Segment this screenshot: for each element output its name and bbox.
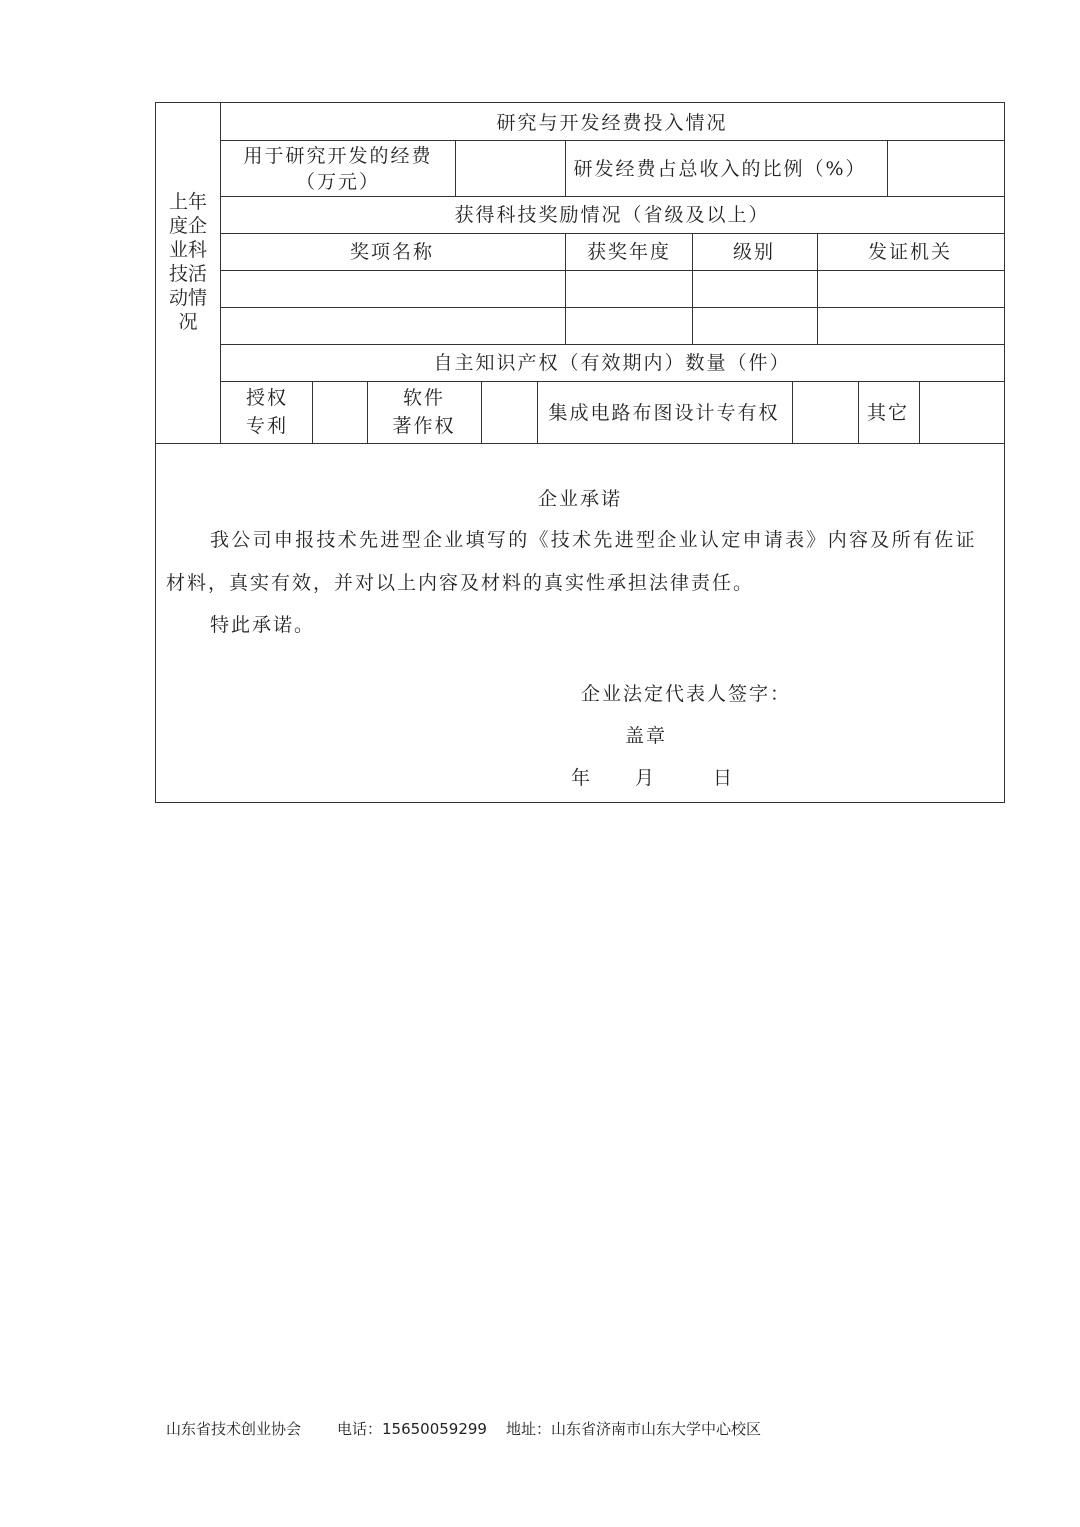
ip-section-title: 自主知识产权（有效期内）数量（件） (433, 352, 791, 374)
vline (692, 233, 693, 344)
hline (220, 307, 1005, 308)
date-day-label: 日 (713, 767, 735, 789)
frame-left (155, 102, 156, 803)
award-row-1-name[interactable] (222, 272, 564, 306)
seal-label: 盖章 (625, 725, 668, 747)
pledge-line-2: 材料，真实有效，并对以上内容及材料的真实性承担法律责任。 (166, 572, 755, 594)
ip-patent-label-line1: 授权 (245, 387, 289, 409)
ip-patent-label-line2: 专利 (245, 415, 289, 437)
award-row-1-level[interactable] (694, 272, 816, 306)
rd-funds-input[interactable] (457, 142, 563, 194)
ip-other-label: 其它 (866, 402, 910, 424)
awards-header-level: 级别 (732, 241, 776, 263)
signature-label: 企业法定代表人签字： (581, 683, 792, 705)
vline (455, 140, 456, 196)
frame-bottom (155, 802, 1005, 803)
award-row-1-issuer[interactable] (819, 272, 1002, 306)
vline (481, 381, 482, 443)
vline (565, 140, 566, 196)
hline (220, 196, 1005, 197)
ip-software-label-line1: 软件 (402, 387, 446, 409)
vline (919, 381, 920, 443)
vline (887, 140, 888, 196)
vline (537, 381, 538, 443)
rd-ratio-label: 研发经费占总收入的比例（%） (573, 158, 867, 180)
ip-patent-input[interactable] (314, 383, 366, 441)
frame-top (155, 102, 1005, 103)
pledge-line-1: 我公司申报技术先进型企业填写的《技术先进型企业认定申请表》内容及所有佐证 (210, 529, 977, 551)
vline (792, 381, 793, 443)
vline (367, 381, 368, 443)
section-side-label: 上年 度企 业科 技活 动情 况 (168, 191, 207, 333)
hline (220, 233, 1005, 234)
ip-ic-layout-label: 集成电路布图设计专有权 (548, 402, 780, 424)
vline (312, 381, 313, 443)
awards-header-year: 获奖年度 (586, 241, 672, 263)
awards-header-name: 奖项名称 (349, 241, 435, 263)
ip-other-input[interactable] (921, 383, 1002, 441)
awards-section-title: 获得科技奖励情况（省级及以上） (454, 204, 770, 226)
vline (565, 233, 566, 344)
hline (220, 270, 1005, 271)
pledge-line-3: 特此承诺。 (210, 614, 316, 636)
date-month-label: 月 (635, 767, 657, 789)
ip-ic-layout-input[interactable] (794, 383, 857, 441)
pledge-divider (155, 443, 1005, 444)
award-row-1-year[interactable] (567, 272, 691, 306)
award-row-2-name[interactable] (222, 309, 564, 343)
award-row-2-year[interactable] (567, 309, 691, 343)
hline (220, 344, 1005, 345)
date-year-label: 年 (571, 767, 593, 789)
vline (817, 233, 818, 344)
awards-header-issuer: 发证机关 (867, 241, 953, 263)
rd-funds-label-line1: 用于研究开发的经费 (243, 145, 433, 167)
vline (858, 381, 859, 443)
footer-org: 山东省技术创业协会 (166, 1420, 302, 1438)
award-row-2-issuer[interactable] (819, 309, 1002, 343)
frame-right (1004, 102, 1005, 803)
pledge-title: 企业承诺 (537, 488, 623, 510)
ip-software-label-line2: 著作权 (392, 415, 456, 437)
footer-phone: 电话：15650059299 (337, 1420, 487, 1438)
rd-funds-label-line2: （万元） (295, 171, 381, 193)
footer-address: 地址：山东省济南市山东大学中心校区 (506, 1420, 762, 1438)
ip-software-input[interactable] (483, 383, 536, 441)
award-row-2-level[interactable] (694, 309, 816, 343)
hline (220, 381, 1005, 382)
rd-section-title: 研究与开发经费投入情况 (496, 112, 728, 134)
rd-ratio-input[interactable] (889, 142, 1002, 194)
label-column-divider (220, 102, 221, 443)
